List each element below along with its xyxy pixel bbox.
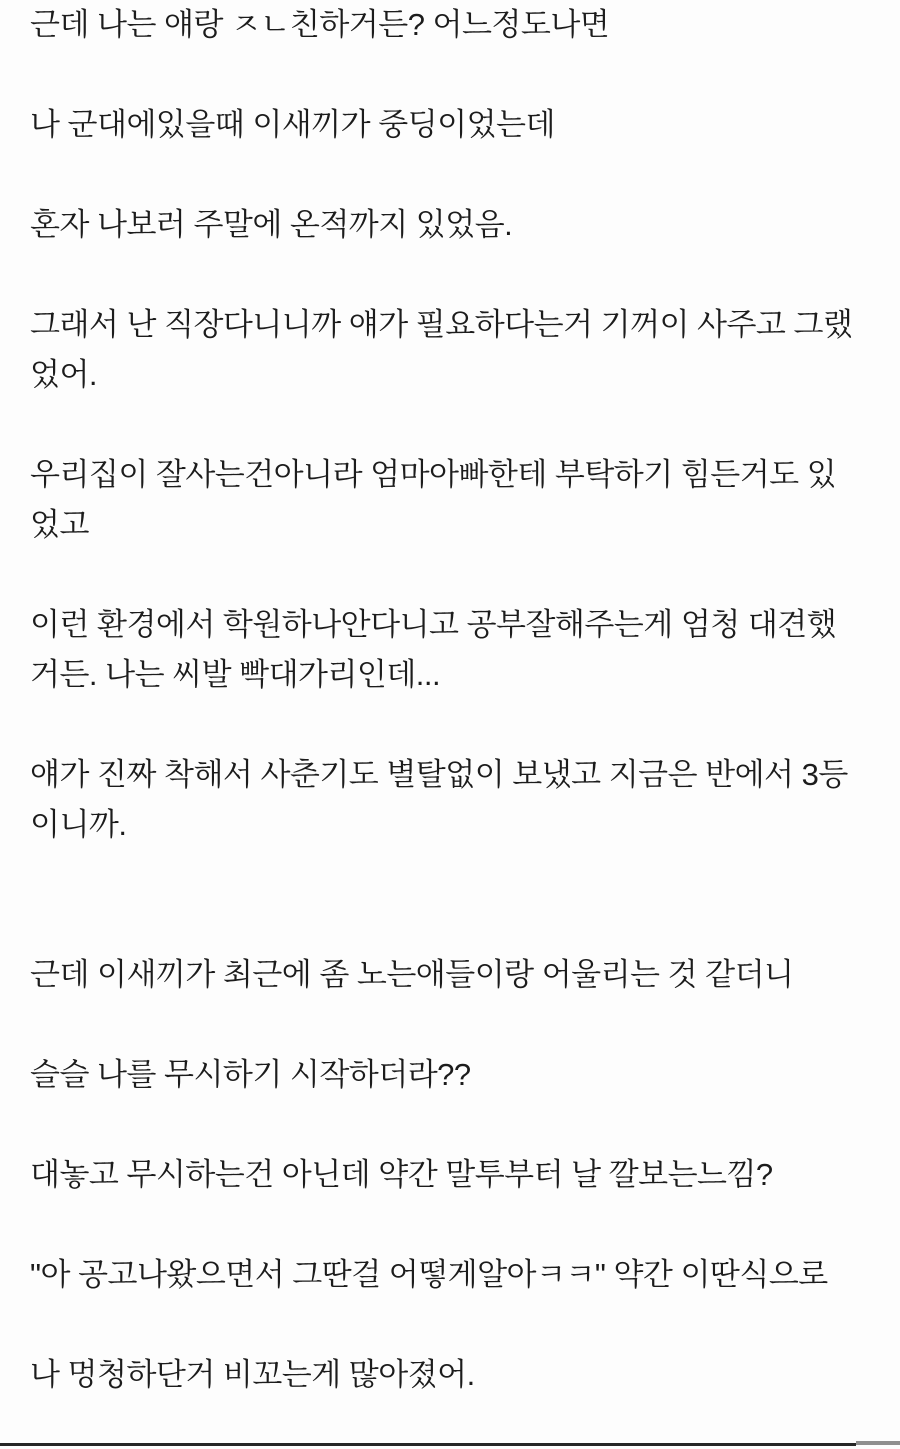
post-text-line: 나 멍청하단거 비꼬는게 많아졌어. xyxy=(30,1357,475,1392)
post-text-line: 었고 xyxy=(30,507,89,542)
post-paragraph xyxy=(30,1250,900,1300)
post-paragraph xyxy=(30,1150,900,1200)
bottom-divider-right-segment xyxy=(856,1441,900,1445)
post-text-line: 근데 이새끼가 최근에 좀 노는애들이랑 어울리는 것 같더니 xyxy=(30,957,794,992)
post-paragraph xyxy=(30,200,900,250)
post-paragraph xyxy=(30,100,900,150)
post-paragraph xyxy=(30,450,900,550)
post-text-line: 이런 환경에서 학원하나안다니고 공부잘해주는게 엄청 대견했 xyxy=(30,607,837,642)
post-text-line: 었어. xyxy=(30,357,98,392)
post-text-line: 혼자 나보러 주말에 온적까지 있었음. xyxy=(30,207,513,242)
post-paragraph xyxy=(30,1050,900,1100)
post-text-line: 우리집이 잘사는건아니라 엄마아빠한테 부탁하기 힘든거도 있 xyxy=(30,457,837,492)
post-paragraph xyxy=(30,750,900,850)
post-paragraph xyxy=(30,600,900,700)
post-text-line: "아 공고나왔으면서 그딴걸 어떻게알아ㅋㅋ" 약간 이딴식으로 xyxy=(30,1257,828,1292)
post-text-line: 근데 나는 얘랑 ㅈㄴ친하거든? 어느정도나면 xyxy=(30,7,610,42)
post-paragraph xyxy=(30,1350,900,1400)
post-text-line: 대놓고 무시하는건 아닌데 약간 말투부터 날 깔보는느낌? xyxy=(30,1157,773,1192)
post-paragraph xyxy=(30,950,900,1000)
post-text-line: 거든. 나는 씨발 빡대가리인데... xyxy=(30,657,441,692)
post-paragraph xyxy=(30,300,900,400)
post-text-line: 그래서 난 직장다니니까 얘가 필요하다는거 기꺼이 사주고 그랬 xyxy=(30,307,853,342)
post-paragraph xyxy=(30,0,900,50)
bottom-divider xyxy=(0,1443,856,1446)
post-text-line: 슬슬 나를 무시하기 시작하더라?? xyxy=(30,1057,471,1092)
post-text-line: 이니까. xyxy=(30,807,127,842)
post-text-line: 나 군대에있을때 이새끼가 중딩이었는데 xyxy=(30,107,555,142)
post-text-line: 얘가 진짜 착해서 사춘기도 별탈없이 보냈고 지금은 반에서 3등 xyxy=(30,757,848,792)
